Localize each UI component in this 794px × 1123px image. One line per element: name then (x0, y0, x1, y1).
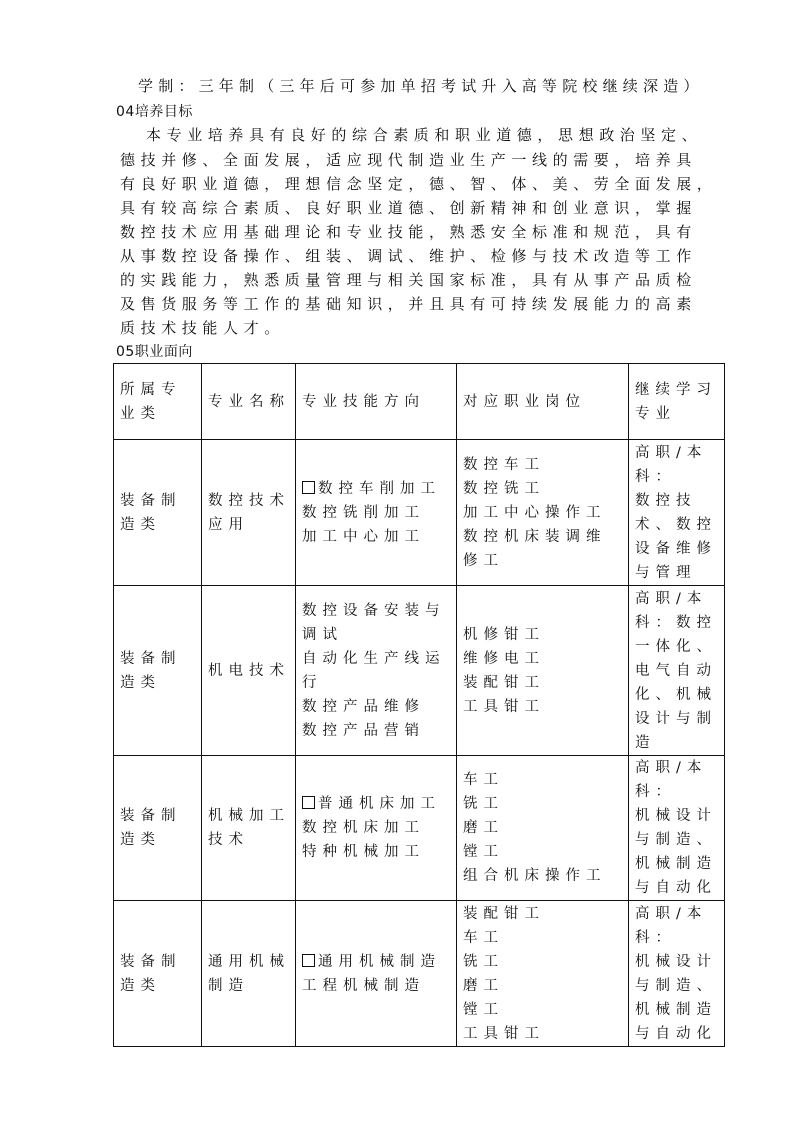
category-line: 造类 (120, 832, 161, 848)
positions-line: 磨工 (463, 820, 504, 836)
major-text (202, 489, 295, 537)
further-line: 造 (635, 734, 656, 751)
header-category (114, 364, 202, 440)
direction-line: 特种机械加工 (302, 844, 425, 860)
further-line: 科： (635, 929, 676, 946)
positions-line: 数控铣工 (463, 480, 545, 497)
header-major-text: 专业名称 (208, 393, 290, 410)
further-line: 化、机械 (635, 686, 717, 703)
major-text (202, 804, 295, 852)
further-line: 科：数控 (635, 614, 717, 631)
category-line: 装备制 (120, 492, 182, 509)
table-row (114, 901, 725, 1047)
cell-positions (457, 440, 629, 586)
category-line: 造类 (120, 977, 161, 994)
paragraph-line: 及售货服务等工作的基础知识，并且具有可持续发展能力的高素 (120, 295, 697, 313)
positions-text (457, 623, 628, 719)
direction-line-text: 数控车削加工 (318, 480, 441, 497)
further-text (629, 441, 724, 585)
cell-category (114, 756, 202, 901)
cell-further (629, 901, 725, 1047)
cell-further (629, 586, 725, 756)
positions-line: 装配钳工 (463, 905, 545, 922)
direction-text (296, 792, 456, 864)
career-orientation-table (113, 363, 725, 1047)
cell-further (629, 756, 725, 901)
cell-major (202, 901, 296, 1047)
major-line: 数控技术 (208, 492, 290, 509)
paragraph-line: 质技术技能人才。 (120, 319, 285, 337)
positions-line: 工具钳工 (463, 1025, 545, 1042)
direction-line-text: 通用机械制造 (318, 953, 441, 970)
cell-positions (457, 901, 629, 1047)
direction-line (302, 950, 456, 974)
cell-major (202, 440, 296, 586)
further-line: 设备维修 (635, 540, 717, 557)
further-text (629, 902, 724, 1046)
positions-line: 数控机床装调维 (463, 528, 607, 545)
category-text (114, 950, 201, 998)
further-line: 数控技 (635, 492, 697, 509)
direction-text (296, 477, 456, 549)
further-line: 科： (635, 468, 676, 485)
further-line: 高职/本 (635, 444, 708, 461)
further-line: 与管理 (635, 564, 697, 581)
header-direction (296, 364, 457, 440)
major-line: 应用 (208, 516, 249, 533)
positions-line: 数控车工 (463, 456, 545, 473)
cell-major (202, 586, 296, 756)
further-line: 电气自动 (635, 662, 717, 679)
cell-positions (457, 756, 629, 901)
further-line: 与自动化 (635, 1025, 717, 1042)
checkbox-square-icon (302, 796, 315, 809)
positions-line: 机修钳工 (463, 626, 545, 643)
positions-line: 装配钳工 (463, 674, 545, 691)
major-line: 机械加工 (208, 808, 290, 824)
cell-positions (457, 586, 629, 756)
table-row (114, 586, 725, 756)
category-text (114, 647, 201, 695)
positions-line: 铣工 (463, 796, 504, 812)
direction-line: 数控设备安装与 (302, 602, 446, 619)
header-category-text: 所属专 业类 (120, 381, 182, 422)
direction-line (302, 792, 456, 816)
cell-direction (296, 440, 457, 586)
further-text (629, 587, 724, 755)
further-line: 设计与制 (635, 710, 717, 727)
positions-line: 车工 (463, 929, 504, 946)
cell-major (202, 756, 296, 901)
further-line: 机械制造 (635, 856, 717, 872)
table-header-row (114, 364, 725, 440)
cell-category (114, 586, 202, 756)
paragraph-line: 从事数控设备操作、组装、调试、维护、检修与技术改造等工作 (120, 247, 697, 265)
positions-line: 加工中心操作工 (463, 504, 607, 521)
positions-line: 铣工 (463, 953, 504, 970)
header-major (202, 364, 296, 440)
major-line: 通用机械 (208, 953, 290, 970)
direction-text (296, 599, 456, 743)
further-line: 机械设计 (635, 953, 717, 970)
major-line: 技术 (208, 832, 249, 848)
major-line: 机电技术 (208, 662, 290, 679)
direction-line: 工程机械制造 (302, 977, 425, 994)
further-line: 机械设计 (635, 808, 717, 824)
positions-text (457, 768, 628, 888)
positions-text (457, 902, 628, 1046)
header-positions-text: 对应职业岗位 (463, 393, 586, 410)
cell-direction (296, 756, 457, 901)
positions-line: 车工 (463, 772, 504, 788)
cell-direction (296, 586, 457, 756)
further-line: 与制造、 (635, 977, 717, 994)
category-line: 造类 (120, 674, 161, 691)
positions-line: 镗工 (463, 844, 504, 860)
category-line: 装备制 (120, 650, 182, 667)
category-line: 装备制 (120, 953, 182, 970)
header-further-text: 继续学习 专业 (635, 381, 717, 422)
category-text (114, 489, 201, 537)
direction-line: 数控铣削加工 (302, 504, 425, 521)
major-text (202, 950, 295, 998)
further-text (629, 756, 724, 900)
further-line: 术、数控 (635, 516, 717, 533)
cell-further (629, 440, 725, 586)
further-line: 高职/本 (635, 905, 708, 922)
positions-line: 修工 (463, 552, 504, 569)
positions-line: 工具钳工 (463, 698, 545, 715)
header-further (629, 364, 725, 440)
direction-line (302, 477, 456, 501)
header-positions (457, 364, 629, 440)
positions-line: 组合机床操作工 (463, 868, 607, 884)
study-duration-line: 学制：三年制（三年后可参加单招考试升入高等院校继续深造） (138, 77, 704, 95)
section-04-title: 04培养目标 (116, 104, 193, 120)
category-line: 装备制 (120, 808, 182, 824)
direction-line: 数控机床加工 (302, 820, 425, 836)
direction-line: 数控产品营销 (302, 722, 425, 739)
positions-line: 维修电工 (463, 650, 545, 667)
paragraph-line: 数控技术应用基础理论和专业技能，熟悉安全标准和规范，具有 (120, 223, 697, 241)
direction-line: 数控产品维修 (302, 698, 425, 715)
cell-category (114, 901, 202, 1047)
major-text (202, 659, 295, 683)
direction-line-text: 普通机床加工 (318, 796, 441, 812)
direction-line: 加工中心加工 (302, 528, 425, 545)
further-line: 与制造、 (635, 832, 717, 848)
paragraph-line: 的实践能力，熟悉质量管理与相关国家标准，具有从事产品质检 (120, 271, 697, 289)
direction-text (296, 950, 456, 998)
direction-line: 行 (302, 674, 323, 691)
table-body (114, 440, 725, 1047)
section-05-title: 05职业面向 (116, 344, 193, 360)
direction-line: 自动化生产线运 (302, 650, 446, 667)
paragraph-line: 本专业培养具有良好的综合素质和职业道德，思想政治坚定、 (146, 126, 703, 144)
positions-line: 磨工 (463, 977, 504, 994)
positions-line: 镗工 (463, 1001, 504, 1018)
checkbox-square-icon (302, 481, 315, 494)
checkbox-square-icon (302, 954, 315, 967)
paragraph-line: 德技并修、全面发展，适应现代制造业生产一线的需要，培养具 (120, 151, 697, 169)
further-line: 高职/本 (635, 760, 708, 776)
further-line: 机械制造 (635, 1001, 717, 1018)
table-row (114, 756, 725, 901)
header-direction-text: 专业技能方向 (302, 393, 425, 410)
cell-direction (296, 901, 457, 1047)
paragraph-line: 具有较高综合素质、良好职业道德、创新精神和创业意识，掌握 (120, 199, 697, 217)
positions-text (457, 453, 628, 573)
direction-line: 调试 (302, 626, 343, 643)
further-line: 与自动化 (635, 880, 717, 896)
cell-category (114, 440, 202, 586)
table-row (114, 440, 725, 586)
further-line: 一体化、 (635, 638, 717, 655)
major-line: 制造 (208, 977, 249, 994)
further-line: 科： (635, 784, 676, 800)
further-line: 高职/本 (635, 590, 708, 607)
category-line: 造类 (120, 516, 161, 533)
paragraph-line: 有良好职业道德，理想信念坚定，德、智、体、美、劳全面发展， (120, 175, 718, 193)
category-text (114, 804, 201, 852)
